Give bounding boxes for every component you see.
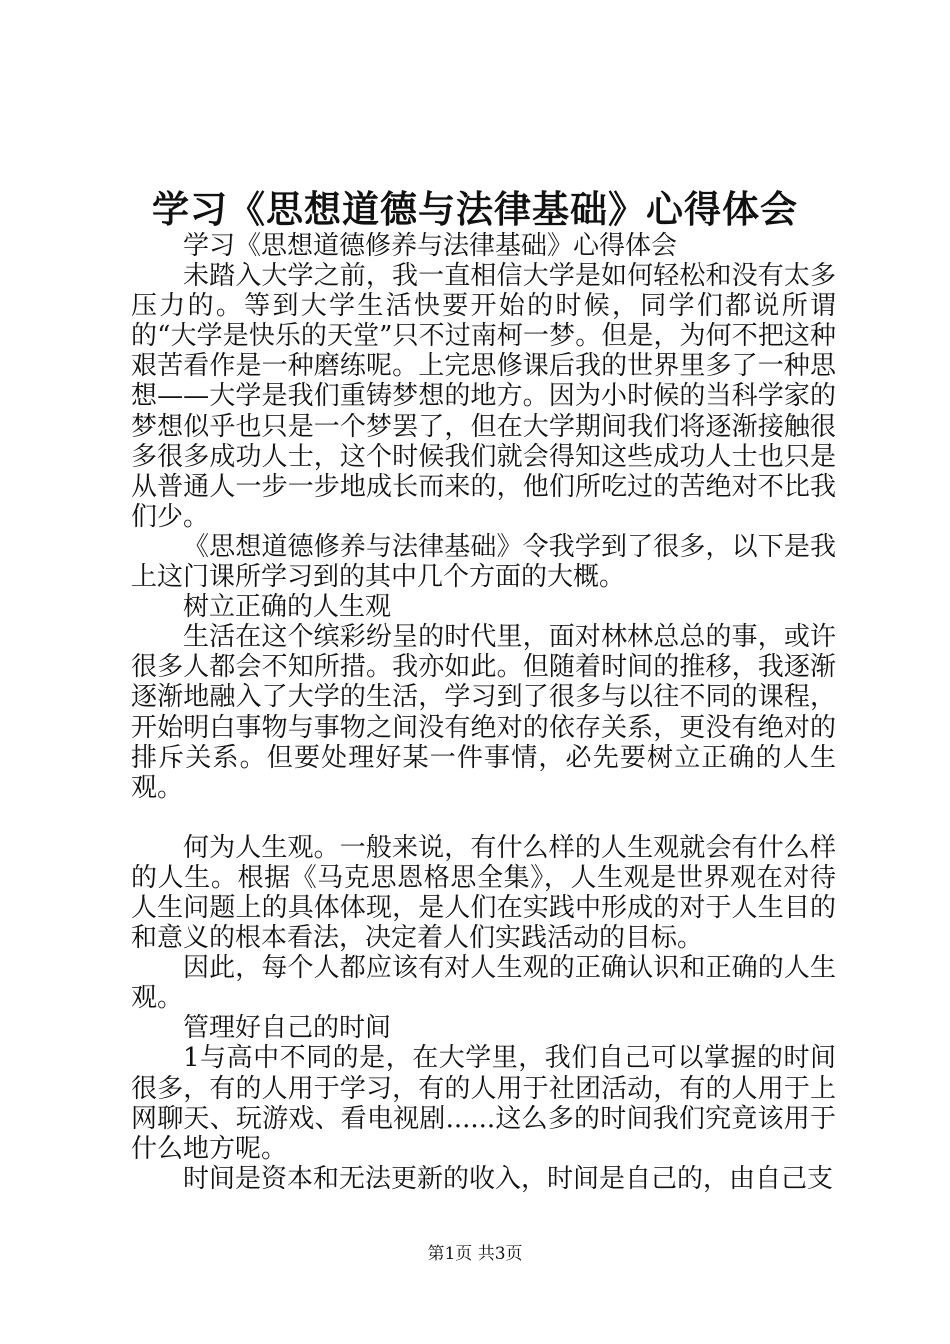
body-paragraph: 1与高中不同的是，在大学里，我们自己可以掌握的时间很多，有的人用于学习，有的人用于社团活动，有的人用于上网聊天、玩游戏、看电视剧......这么多的时间我们究竟该用于什么地方呢。	[131, 1043, 836, 1164]
body-paragraph: 生活在这个缤彩纷呈的时代里，面对林林总总的事，或许很多人都会不知所措。我亦如此。但随着时间的推移，我逐渐逐渐地融入了大学的生活，学习到了很多与以往不同的课程，开始明白事物与事物之间没有绝对的依存关系，更没有绝对的排斥关系。但要处理好某一件事情，必先要树立正确的人生观。	[131, 622, 836, 803]
document-title: 学习《思想道德与法律基础》心得体会	[152, 187, 798, 231]
document-body	[131, 231, 836, 1194]
section-heading: 树立正确的人生观	[183, 592, 392, 623]
body-paragraph: 《思想道德修养与法律基础》令我学到了很多，以下是我上这门课所学习到的其中几个方面的大概。	[131, 531, 836, 593]
page-footer: 第1页 共3页	[427, 1244, 523, 1264]
body-paragraph: 因此，每个人都应该有对人生观的正确认识和正确的人生观。	[131, 953, 836, 1014]
body-paragraph: 未踏入大学之前，我一直相信大学是如何轻松和没有太多压力的。等到大学生活快要开始的时候，同学们都说所谓的“大学是快乐的天堂”只不过南柯一梦。但是，为何不把这种艰苦看作是一种磨练呢。上完思修课后我的世界里多了一种思想——大学是我们重铸梦想的地方。因为小时候的当科学家的梦想似乎也只是一个梦罢了，但在大学期间我们将逐渐接触很多很多成功人士，这个时候我们就会得知这些成功人士也只是从普通人一步一步地成长而来的，他们所吃过的苦绝对不比我们少。	[131, 261, 836, 532]
section-heading: 管理好自己的时间	[183, 1013, 392, 1044]
body-paragraph: 何为人生观。一般来说，有什么样的人生观就会有什么样的人生。根据《马克思恩格思全集》，人生观是世界观在对待人生问题上的具体体现，是人们在实践中形成的对于人生目的和意义的根本看法，决定着人们实践活动的目标。	[131, 832, 836, 954]
body-paragraph: 时间是资本和无法更新的收入，时间是自己的，由自己支	[183, 1163, 834, 1194]
subtitle-paragraph: 学习《思想道德修养与法律基础》心得体会	[183, 231, 678, 261]
